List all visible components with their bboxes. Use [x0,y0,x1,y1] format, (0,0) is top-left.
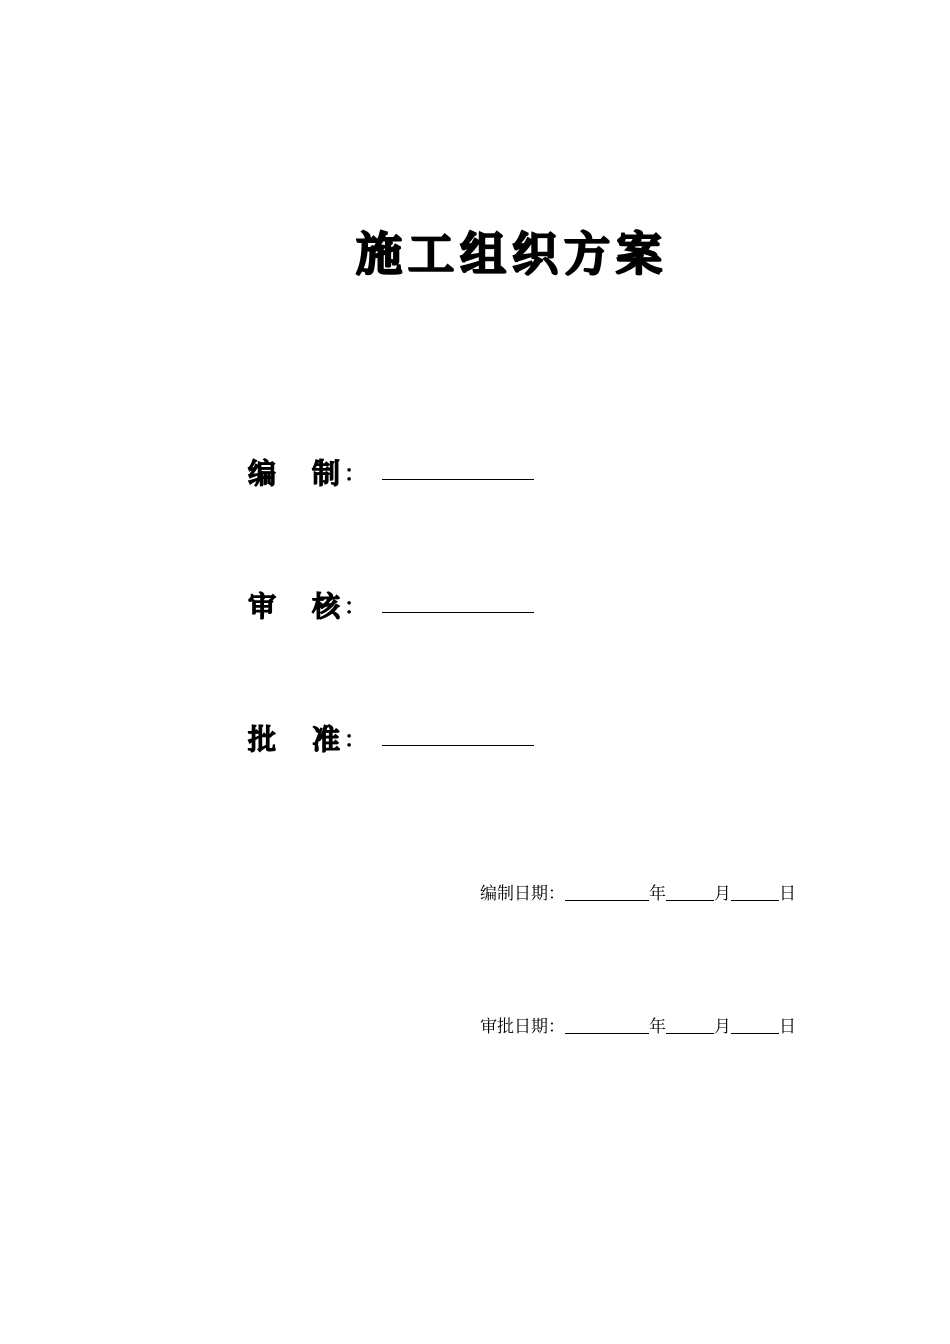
year-unit: 年 [649,884,666,904]
signature-blank-line[interactable] [382,744,534,746]
month-unit: 月 [714,884,731,904]
date-row-compiled [480,880,796,904]
signature-label: 批 准 [248,723,340,756]
date-label: 编制日期： [480,884,565,904]
day-blank[interactable] [731,899,779,901]
signature-blank-line[interactable] [382,478,534,480]
signature-row-reviewer [248,585,534,625]
date-label: 审批日期： [480,1017,565,1037]
document-title: 施工组织方案 [356,227,668,281]
month-blank[interactable] [666,899,714,901]
signature-row-compiler [248,452,534,492]
signature-colon: ： [344,594,367,620]
signature-row-approver [248,718,534,758]
signature-label: 审 核 [248,590,340,623]
signature-colon: ： [344,727,367,753]
year-unit: 年 [649,1017,666,1037]
year-blank[interactable] [565,1032,649,1034]
year-blank[interactable] [565,899,649,901]
day-unit: 日 [779,1017,796,1037]
month-blank[interactable] [666,1032,714,1034]
month-unit: 月 [714,1017,731,1037]
date-row-approved [480,1013,796,1037]
day-blank[interactable] [731,1032,779,1034]
signature-colon: ： [344,461,367,487]
signature-blank-line[interactable] [382,611,534,613]
day-unit: 日 [779,884,796,904]
signature-label: 编 制 [248,457,340,490]
